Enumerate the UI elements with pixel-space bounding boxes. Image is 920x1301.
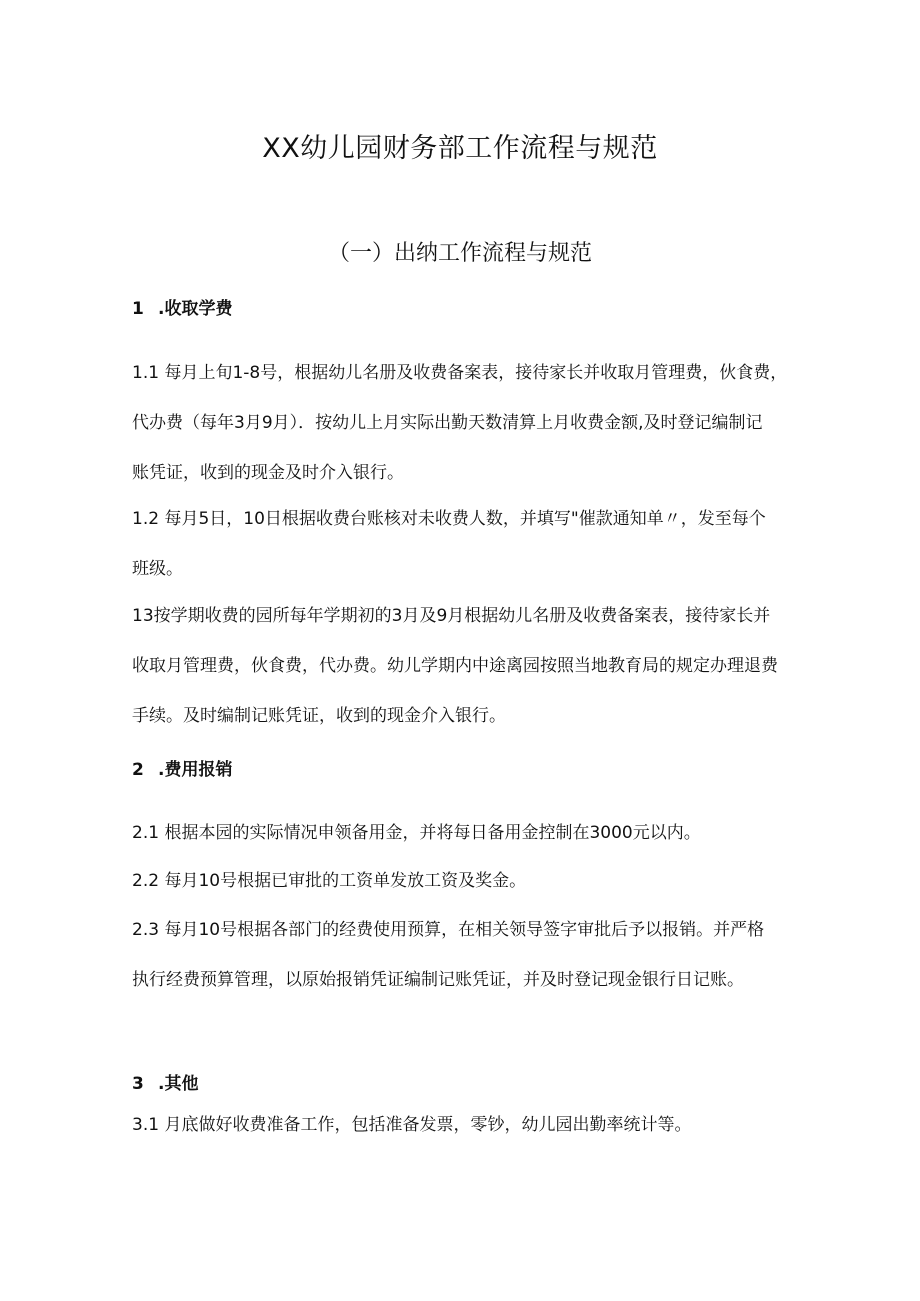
heading-number: 1 (132, 299, 144, 319)
heading-3 (132, 1069, 198, 1094)
paragraph-line: 3.1 月底做好收费准备工作，包括准备发票，零钞，幼儿园出勤率统计等。 (132, 1115, 692, 1135)
paragraph-2-1 (132, 808, 792, 858)
paragraph-line: 班级。 (132, 559, 183, 579)
paragraph-line: 代办费（每年3月9月）．按幼儿上月实际出勤天数清算上月收费金额,及时登记编制记 (132, 413, 763, 433)
paragraph-line: 1.1 每月上旬1-8号，根据幼儿名册及收费备案表，接待家长并收取月管理费，伙食费， (132, 363, 788, 383)
paragraph-1-2 (132, 494, 792, 594)
heading-2 (132, 755, 232, 780)
paragraph-line: 2.2 每月10号根据已审批的工资单发放工资及奖金。 (132, 871, 527, 891)
heading-number: 3 (132, 1074, 144, 1094)
paragraph-line: 手续。及时编制记账凭证，收到的现金介入银行。 (132, 706, 506, 726)
section-title: （一）出纳工作流程与规范 (327, 241, 592, 266)
document-title: XX幼儿园财务部工作流程与规范 (262, 133, 658, 164)
paragraph-2-3 (132, 905, 792, 1005)
paragraph-2-2 (132, 856, 792, 906)
paragraph-line: 账凭证，收到的现金及时介入银行。 (132, 463, 404, 483)
paragraph-1-1 (132, 348, 792, 498)
heading-number: 2 (132, 760, 144, 780)
heading-text: .费用报销 (158, 760, 233, 780)
paragraph-line: 2.3 每月10号根据各部门的经费使用预算，在相关领导签字审批后予以报销。并严格 (132, 920, 765, 940)
paragraph-3-1 (132, 1100, 792, 1150)
heading-1 (132, 294, 232, 319)
paragraph-line: 收取月管理费，伙食费，代办费。幼儿学期内中途离园按照当地教育局的规定办理退费 (132, 656, 778, 676)
paragraph-line: 2.1 根据本园的实际情况申领备用金，并将每日备用金控制在3000元以内。 (132, 823, 701, 843)
paragraph-line: 13按学期收费的园所每年学期初的3月及9月根据幼儿名册及收费备案表，接待家长并 (132, 606, 771, 626)
paragraph-line: 执行经费预算管理，以原始报销凭证编制记账凭证，并及时登记现金银行日记账。 (132, 970, 744, 990)
heading-text: .其他 (158, 1074, 199, 1094)
heading-text: .收取学费 (158, 299, 233, 319)
paragraph-line: 1.2 每月5日，10日根据收费台账核对未收费人数，并填写"催款通知单〃，发至每个 (132, 509, 766, 529)
paragraph-1-3 (132, 591, 792, 741)
